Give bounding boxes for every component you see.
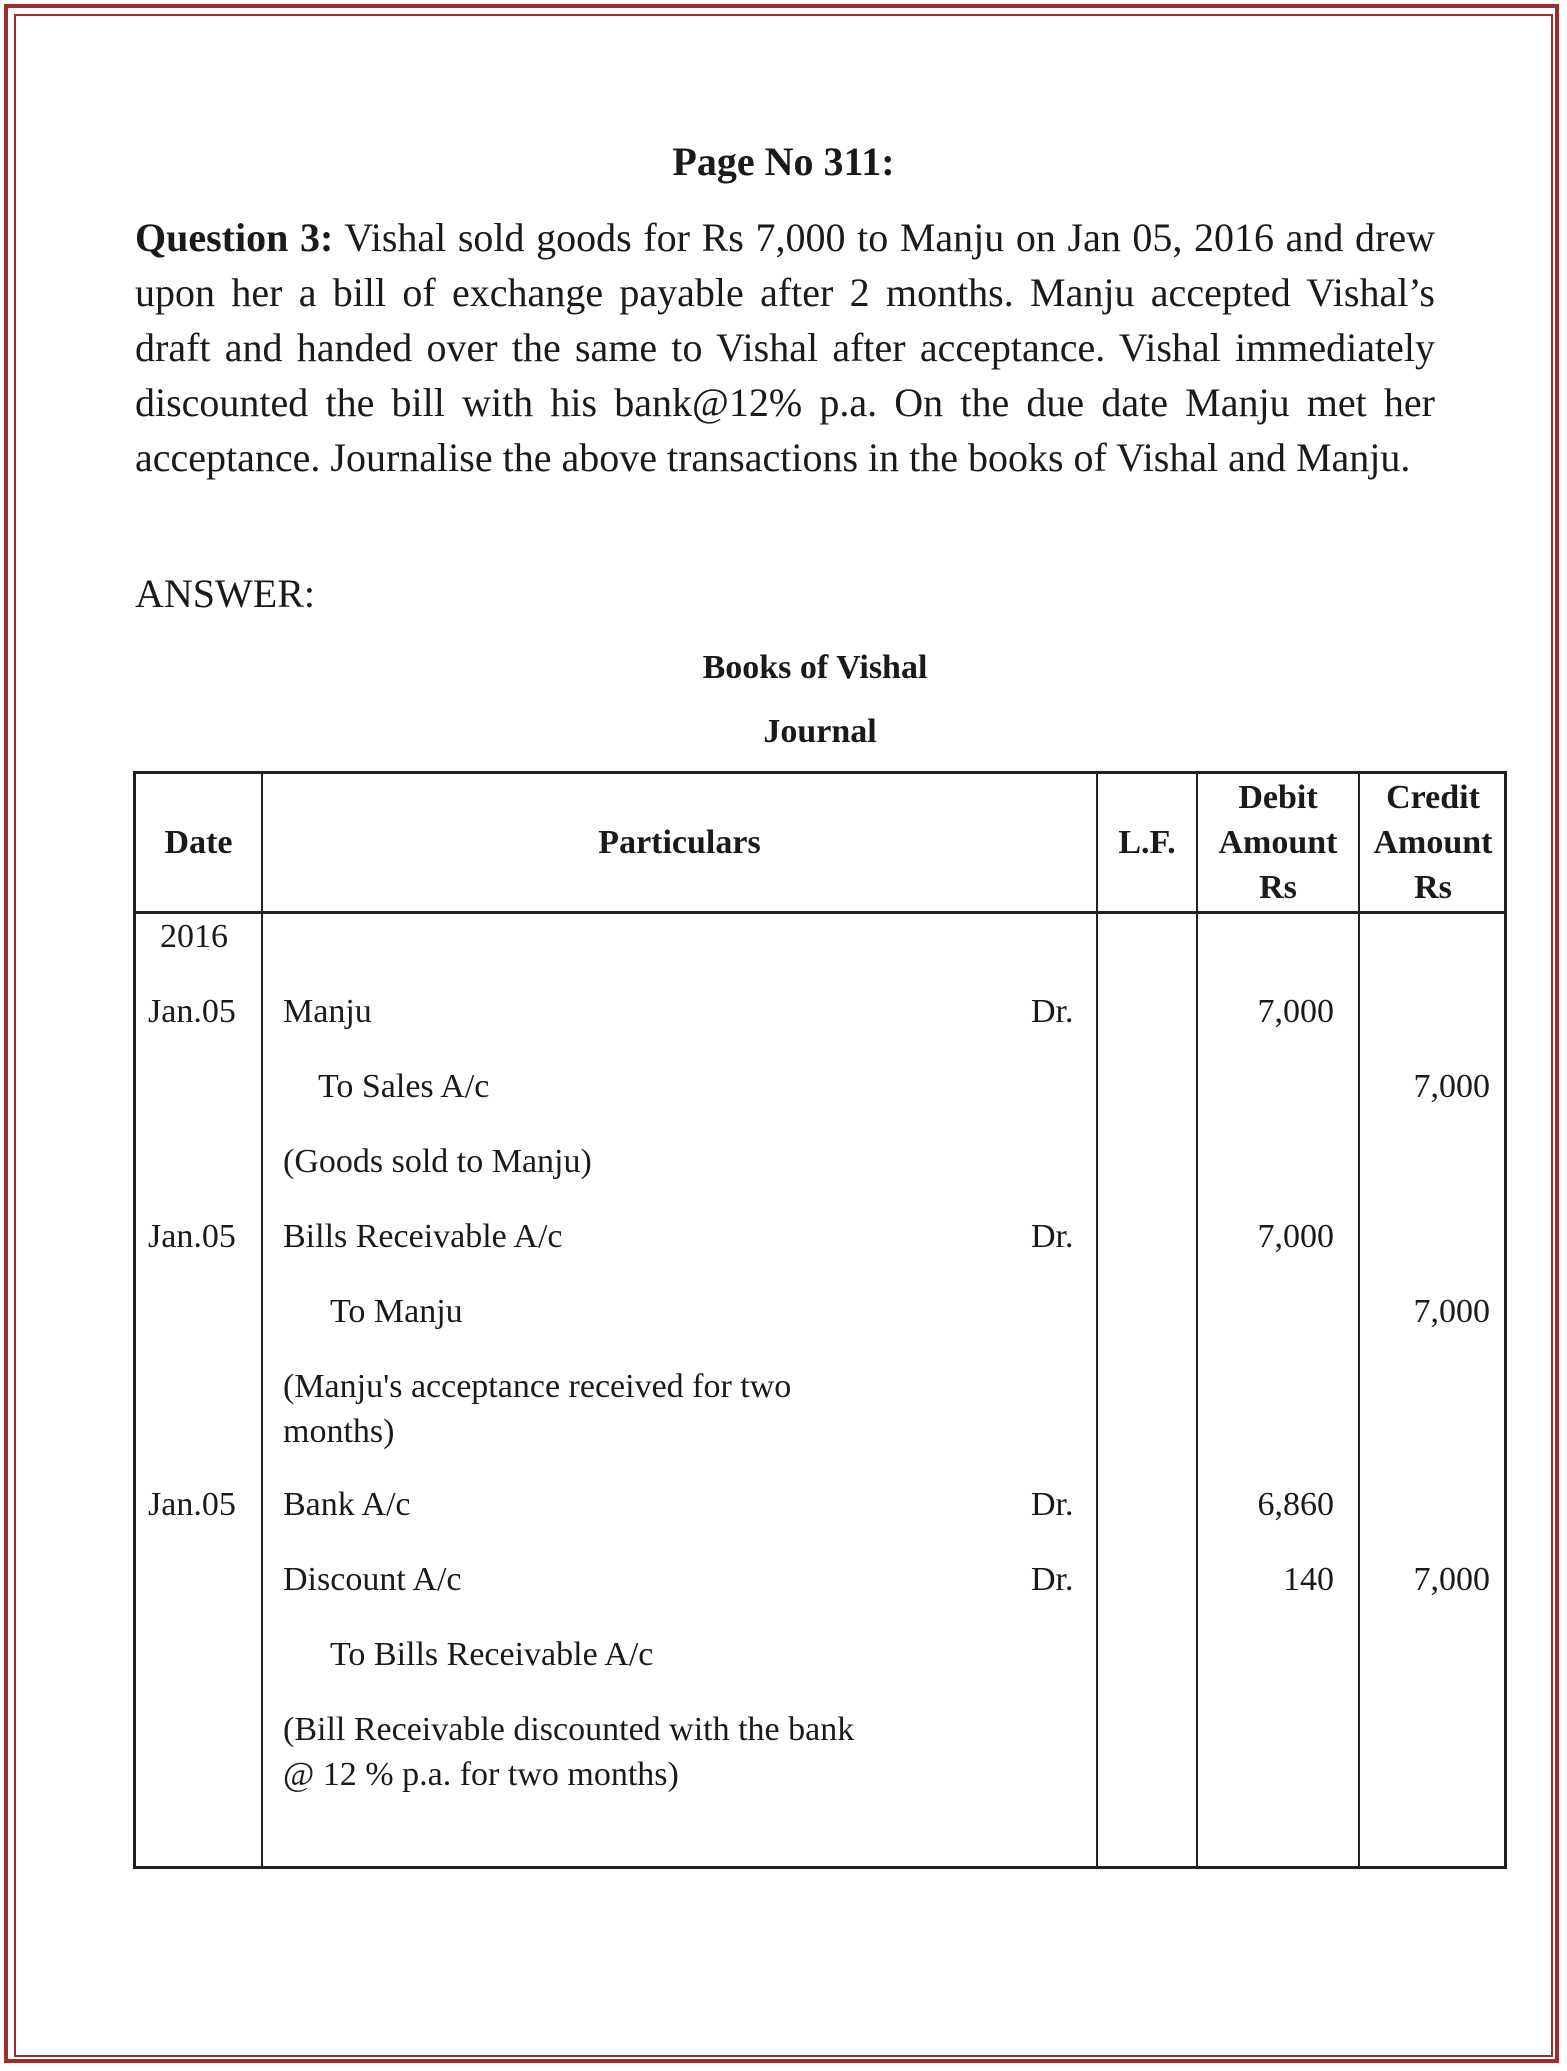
row-particulars: Manju	[283, 993, 372, 1030]
row-particulars: Bills Receivable A/c	[283, 1218, 563, 1255]
row-dr-marker: Dr.	[1031, 1486, 1074, 1523]
row-particulars: Bank A/c	[283, 1486, 411, 1523]
header-credit-line2: Amount	[1373, 824, 1493, 861]
journal-title: Journal	[763, 713, 877, 750]
row-credit: 7,000	[1413, 1068, 1490, 1105]
row-debit: 7,000	[1257, 1218, 1334, 1255]
header-lf: L.F.	[1118, 824, 1176, 861]
row-particulars: To Manju	[330, 1293, 463, 1330]
row-credit: 7,000	[1413, 1561, 1490, 1598]
header-debit-line2: Amount	[1218, 824, 1338, 861]
row-dr-marker: Dr.	[1031, 1561, 1074, 1598]
page-title: Page No 311:	[672, 139, 895, 184]
question-text: Vishal sold goods for Rs 7,000 to Manju on Jan 05, 2016 and drew upon her a bill of exchange payable after 2 months. Manju accepted Vishal’s draft and handed over the same to Vishal after acceptance. Vishal immediately discounted the bill with his bank@12% p.a. On the due date Manju met her acceptance. Journalise the above transactions in the books of Vishal and Manju.	[135, 215, 1436, 480]
header-credit-line3: Rs	[1414, 869, 1452, 906]
header-particulars: Particulars	[598, 824, 761, 861]
row-dr-marker: Dr.	[1031, 1218, 1074, 1255]
row-narration: (Bill Receivable discounted with the bank @ 12 % p.a. for two months)	[283, 1711, 855, 1793]
header-divider	[136, 911, 1504, 914]
row-narration: (Goods sold to Manju)	[283, 1143, 592, 1180]
journal-table	[133, 771, 1507, 1869]
answer-label: ANSWER:	[135, 571, 315, 616]
header-debit	[1198, 774, 1358, 911]
header-credit	[1360, 774, 1506, 911]
header-debit-line3: Rs	[1259, 869, 1297, 906]
column-divider	[1196, 774, 1198, 1866]
row-dr-marker: Dr.	[1031, 993, 1074, 1030]
row-particulars: Discount A/c	[283, 1561, 462, 1598]
header-debit-line1: Debit	[1238, 779, 1318, 816]
book-title: Books of Vishal	[702, 649, 928, 686]
row-date: Jan.05	[148, 993, 236, 1030]
row-narration: (Manju's acceptance received for two months)	[283, 1368, 792, 1450]
question-paragraph	[135, 210, 1435, 485]
row-particulars: To Sales A/c	[318, 1068, 490, 1105]
row-debit: 7,000	[1257, 993, 1334, 1030]
column-divider	[261, 774, 263, 1866]
header-date: Date	[164, 824, 233, 861]
header-credit-line1: Credit	[1386, 779, 1480, 816]
row-date: Jan.05	[148, 1218, 236, 1255]
row-debit: 6,860	[1257, 1486, 1334, 1523]
question-label: Question 3:	[135, 215, 334, 260]
row-particulars: To Bills Receivable A/c	[330, 1636, 654, 1673]
row-date: Jan.05	[148, 1486, 236, 1523]
column-divider	[1096, 774, 1098, 1866]
row-credit: 7,000	[1413, 1293, 1490, 1330]
row-debit: 140	[1283, 1561, 1334, 1598]
journal-year: 2016	[160, 918, 228, 955]
